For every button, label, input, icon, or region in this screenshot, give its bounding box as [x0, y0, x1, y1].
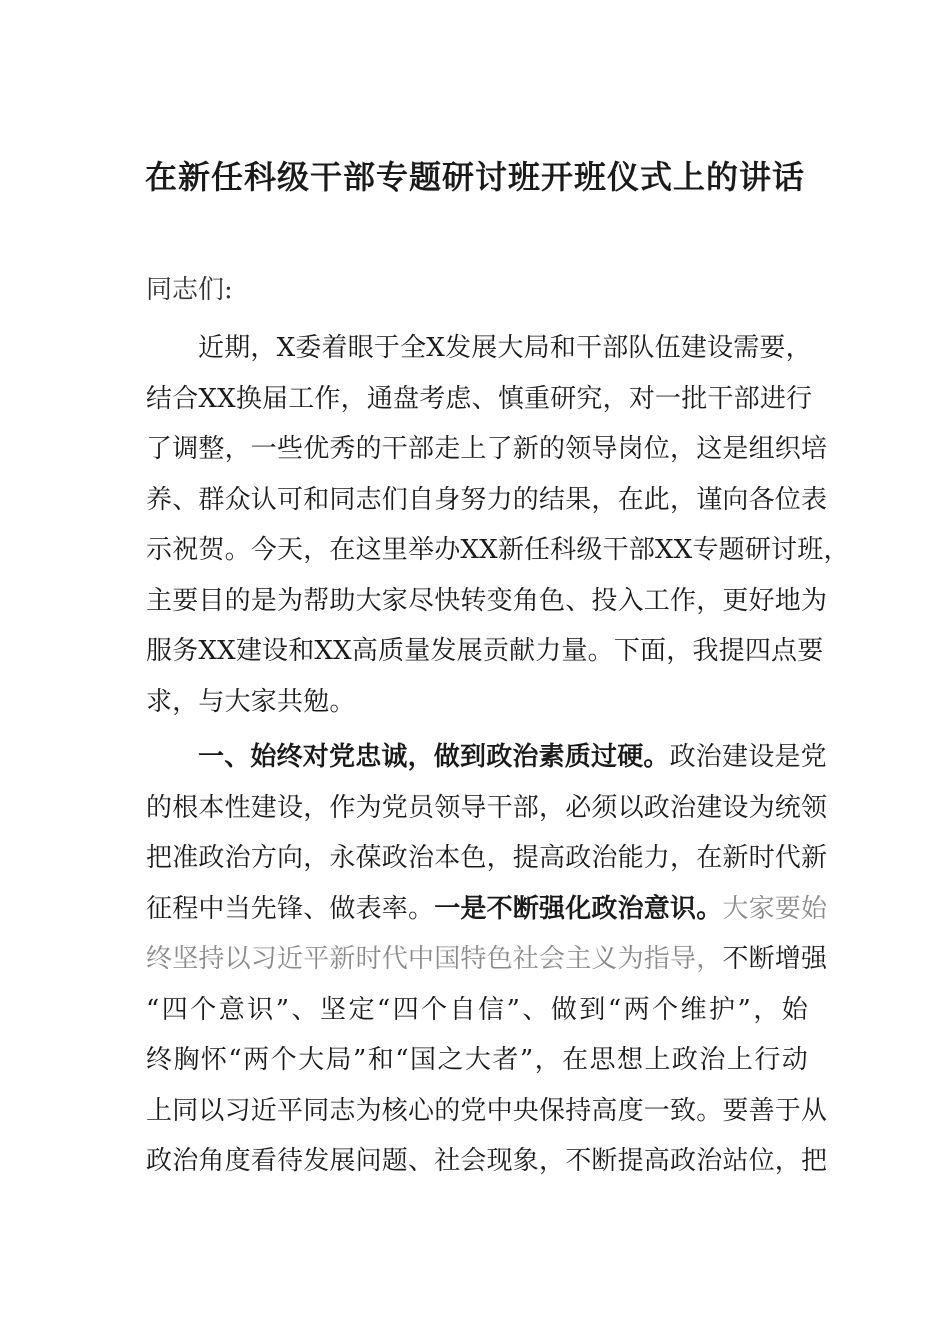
paragraph-line: 把准政治方向，永葆政治本色，提高政治能力，在新时代新 — [146, 843, 828, 873]
paragraph-line: 的根本性建设，作为党员领导干部，必须以政治建设为统领 — [146, 792, 828, 823]
paragraph-line: 终胸怀“两个大局”和“国之大者”，在思想上政治上行动 — [146, 1045, 808, 1075]
paragraph-line: 近期，X委着眼于全X发展大局和干部队伍建设需要， — [198, 333, 812, 363]
paragraph-line: 示祝贺。今天，在这里举办XX新任科级干部XX专题研讨班， — [146, 535, 850, 565]
paragraph-line: 养、群众认可和同志们自身努力的结果，在此，谨向各位表 — [146, 484, 828, 515]
paragraph-line: 上同以习近平同志为核心的党中央保持高度一致。要善于从 — [146, 1095, 828, 1126]
paragraph-point-one — [146, 732, 828, 1187]
paragraph-line — [146, 934, 828, 985]
inline-text: 征程中当先锋、做表率。 — [146, 893, 435, 924]
paragraph-line: 政治角度看待发展问题、社会现象，不断提高政治站位，把 — [146, 1146, 828, 1176]
highlighted-text: 大家要始 — [722, 893, 828, 924]
paragraph-line: 了调整，一些优秀的干部走上了新的领导岗位，这是组织培 — [146, 434, 828, 464]
paragraph-line: 求，与大家共勉。 — [146, 686, 356, 717]
inline-text: 政治建设是党 — [669, 742, 827, 772]
paragraph-line: “四个意识”、坚定“四个自信”、做到“两个维护”，始 — [146, 994, 808, 1025]
paragraph-intro — [146, 323, 850, 727]
document-title: 在新任科级干部专题研讨班开班仪式上的讲话 — [144, 158, 805, 196]
paragraph-line: 主要目的是为帮助大家尽快转变角色、投入工作，更好地为 — [146, 585, 828, 616]
highlighted-text: 终坚持以习近平新时代中国特色社会主义为指导， — [146, 944, 723, 974]
greeting: 同志们: — [146, 275, 233, 305]
section-heading: 一、始终对党忠诚，做到政治素质过硬。 — [198, 742, 670, 772]
paragraph-line — [146, 732, 827, 783]
subheading: 一是不断强化政治意识。 — [434, 893, 723, 924]
inline-text: 不断增强 — [722, 944, 828, 974]
paragraph-line: 服务XX建设和XX高质量发展贡献力量。下面，我提四点要 — [146, 636, 824, 666]
paragraph-line — [146, 884, 828, 935]
paragraph-line: 结合XX换届工作，通盘考虑、慎重研究，对一批干部进行 — [146, 383, 813, 414]
